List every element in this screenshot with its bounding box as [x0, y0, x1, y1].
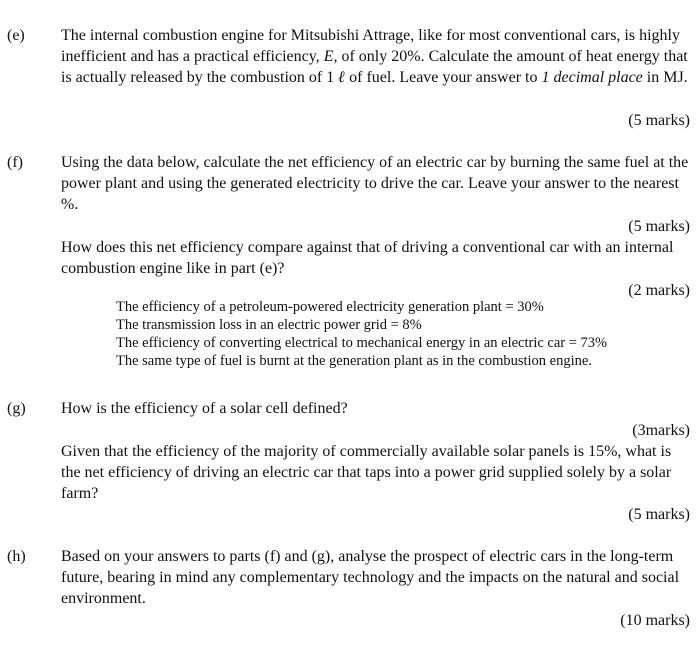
- question-e-text-d: in MJ.: [642, 69, 688, 86]
- question-g-marks-2: (5 marks): [628, 506, 690, 523]
- question-f-text-2: How does this net efficiency compare against that of driving a conventional car with an internal combustion engine like in part (e)?: [61, 239, 674, 277]
- data-item-same-fuel: The same type of fuel is burnt at the generation plant as in the combustion engine.: [116, 353, 592, 369]
- question-e-text: [61, 25, 693, 88]
- efficiency-variable: E: [323, 48, 334, 65]
- litre-symbol: ℓ: [338, 69, 346, 86]
- question-h-marks: (10 marks): [620, 612, 690, 629]
- question-e-marks: (5 marks): [628, 112, 690, 129]
- question-g-text-1: How is the efficiency of a solar cell defined?: [61, 400, 348, 417]
- question-label-f: (f): [7, 154, 23, 171]
- question-f-marks-2: (2 marks): [628, 282, 690, 299]
- data-item-electric-car-conversion: The efficiency of converting electrical to mechanical energy in an electric car = 73%: [116, 335, 608, 351]
- question-g-text-2: Given that the efficiency of the majority of commercially available solar panels is 15%, what is the net efficiency of driving an electric car that taps into a power grid supplied solely by a solar farm?: [61, 443, 672, 502]
- question-h-text: Based on your answers to parts (f) and (g), analyse the prospect of electric cars in the long-term future, bearing in mind any complementary technology and the impacts on the natural and social environment.: [61, 548, 680, 607]
- question-label-g: (g): [7, 400, 26, 417]
- question-f-marks-1: (5 marks): [628, 218, 690, 235]
- question-label-e: (e): [7, 27, 25, 44]
- question-f-text-1: Using the data below, calculate the net efficiency of an electric car by burning the same fuel at the power plant and using the generated electricity to drive the car. Leave your answer to the nearest %.: [61, 154, 689, 213]
- decimal-place-emphasis: 1 decimal place: [541, 69, 643, 86]
- data-item-transmission-loss: The transmission loss in an electric power grid = 8%: [116, 317, 422, 333]
- question-e-text-c: of fuel. Leave your answer to: [345, 69, 542, 86]
- question-label-h: (h): [7, 548, 26, 565]
- efficiency-data-list: [116, 298, 696, 370]
- data-item-generation-plant: The efficiency of a petroleum-powered electricity generation plant = 30%: [116, 299, 544, 315]
- question-e-text-b: , of only 20%. Calculate the amount of heat energy that is actually released by the combustion of 1: [61, 48, 688, 86]
- question-e-text-a: The internal combustion engine for Mitsubishi Attrage, like for most conventional cars, is highly inefficient and has a practical efficiency,: [61, 27, 680, 65]
- question-g-marks-1: (3marks): [632, 422, 690, 439]
